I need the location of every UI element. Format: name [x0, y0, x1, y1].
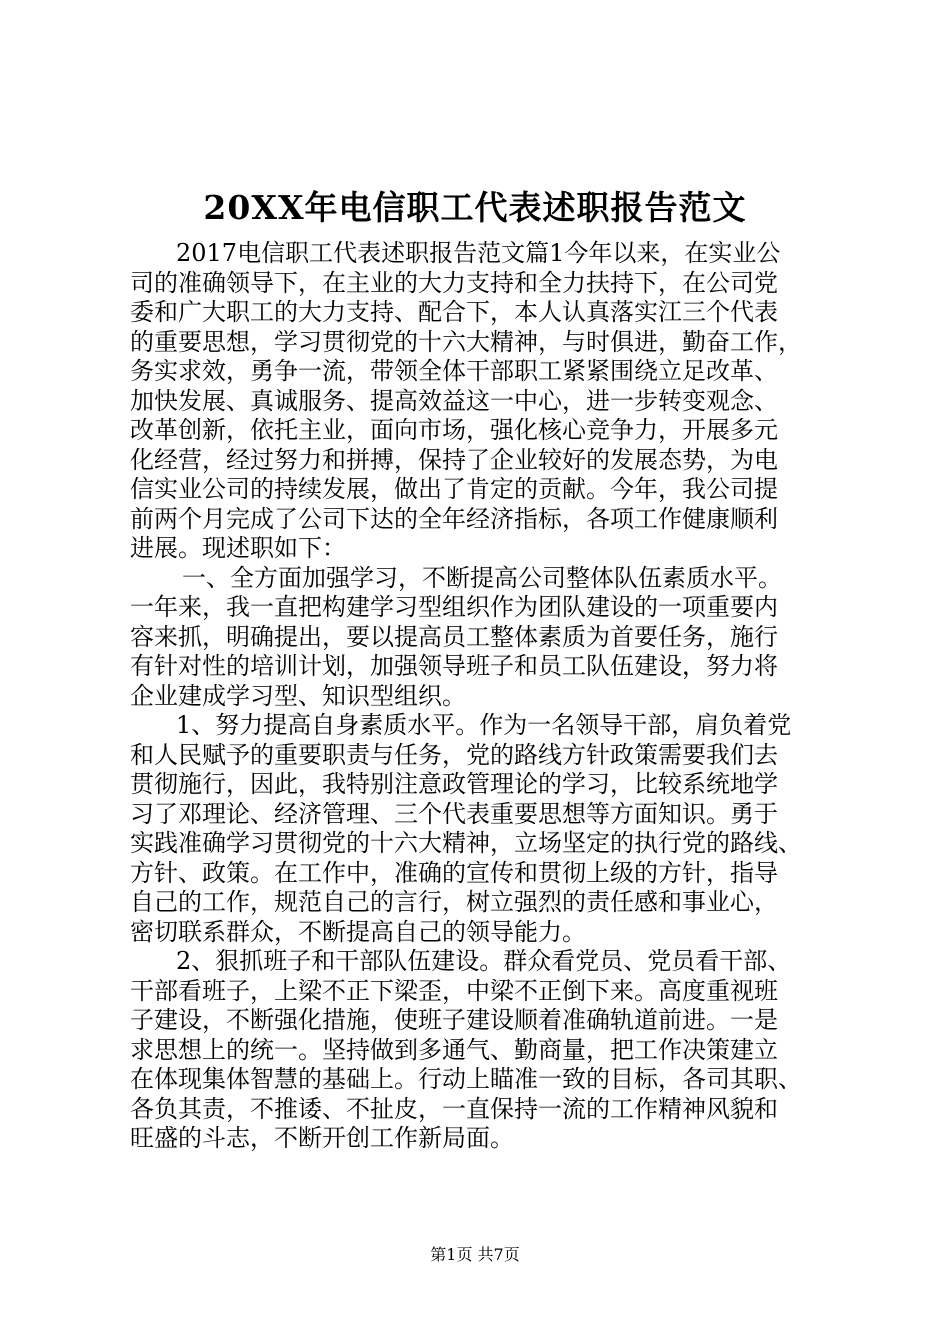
text-line: 2、狠抓班子和干部队伍建设。群众看党员、党员看干部、	[176, 947, 792, 975]
section-heading: 一、全方面加强学习，不断提高公司整体队伍素质水平。	[182, 563, 782, 592]
text-line: 旺盛的斗志，不断开创工作新局面。	[130, 1124, 514, 1152]
text-line: 干部看班子，上梁不正下梁歪，中梁不正倒下来。高度重视班	[130, 976, 778, 1005]
document-body	[130, 239, 842, 1154]
document-title: 20XX年电信职工代表述职报告范文	[203, 188, 747, 227]
text-line: 一年来，我一直把构建学习型组织作为团队建设的一项重要内	[130, 593, 778, 621]
text-line: 务实求效，勇争一流，带领全体干部职工紧紧围绕立足改革、	[130, 357, 778, 385]
text-line: 改革创新，依托主业，面向市场，强化核心竞争力，开展多元	[130, 416, 778, 444]
text-line: 自己的工作，规范自己的言行，树立强烈的责任感和事业心，	[130, 888, 778, 916]
text-line: 企业建成学习型、知识型组织。	[130, 681, 466, 710]
text-line: 加快发展、真诚服务、提高效益这一中心，进一步转变观念、	[130, 386, 778, 415]
text-line: 的重要思想，学习贯彻党的十六大精神，与时俱进，勤奋工作，	[130, 327, 802, 356]
text-line: 有针对性的培训计划，加强领导班子和员工队伍建设，努力将	[130, 652, 778, 680]
text-line: 进展。现述职如下：	[130, 534, 346, 562]
text-line: 习了邓理论、经济管理、三个代表重要思想等方面知识。勇于	[130, 799, 778, 828]
text-line: 司的准确领导下，在主业的大力支持和全力扶持下，在公司党	[130, 268, 778, 297]
text-line: 容来抓，明确提出，要以提高员工整体素质为首要任务，施行	[130, 622, 778, 651]
text-line: 贯彻施行，因此，我特别注意政管理论的学习，比较系统地学	[130, 770, 778, 798]
text-line: 实践准确学习贯彻党的十六大精神，立场坚定的执行党的路线、	[130, 829, 802, 857]
text-line: 子建设，不断强化措施，使班子建设顺着准确轨道前进。一是	[130, 1006, 778, 1034]
text-line: 各负其责，不推诿、不扯皮，一直保持一流的工作精神风貌和	[130, 1094, 778, 1123]
text-line: 前两个月完成了公司下达的全年经济指标，各项工作健康顺利	[130, 504, 778, 533]
text-line: 2017电信职工代表述职报告范文篇1今年以来，在实业公	[176, 239, 781, 267]
text-line: 方针、政策。在工作中，准确的宣传和贯彻上级的方针，指导	[130, 858, 778, 887]
text-line: 信实业公司的持续发展，做出了肯定的贡献。今年，我公司提	[130, 475, 778, 503]
text-line: 1、努力提高自身素质水平。作为一名领导干部，肩负着党	[176, 711, 792, 739]
page-number-footer: 第1页 共7页	[430, 1245, 520, 1264]
text-line: 密切联系群众，不断提高自己的领导能力。	[130, 917, 586, 946]
text-line: 在体现集体智慧的基础上。行动上瞄准一致的目标，各司其职、	[130, 1065, 802, 1093]
text-line: 和人民赋予的重要职责与任务，党的路线方针政策需要我们去	[130, 740, 778, 769]
text-line: 求思想上的统一。坚持做到多通气、勤商量，把工作决策建立	[130, 1035, 778, 1064]
text-line: 委和广大职工的大力支持、配合下，本人认真落实江三个代表	[130, 298, 778, 326]
text-line: 化经营，经过努力和拼搏，保持了企业较好的发展态势，为电	[130, 445, 778, 474]
